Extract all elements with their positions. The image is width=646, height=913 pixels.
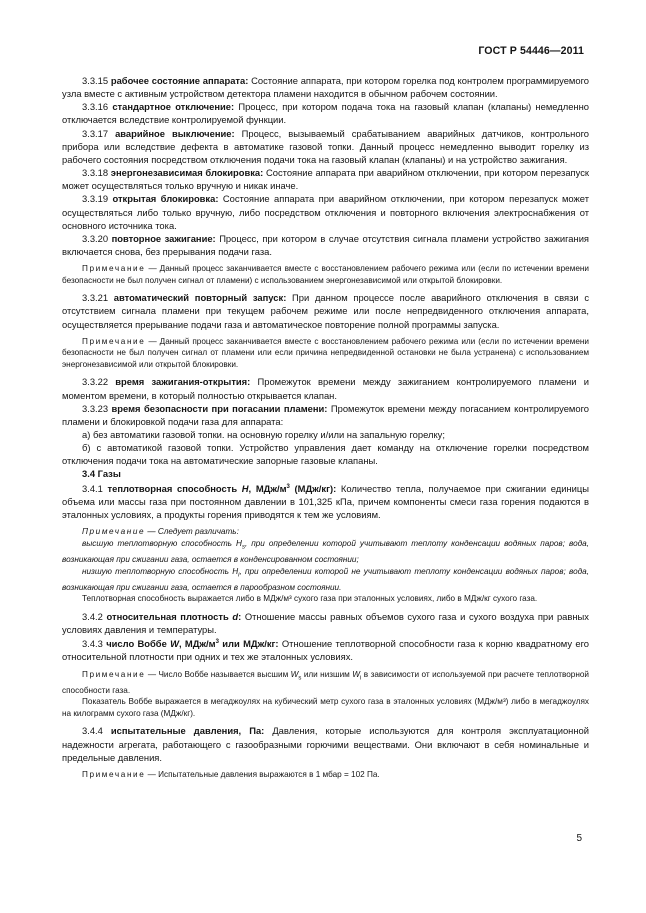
note-label: Примечание xyxy=(82,669,146,679)
term: энергонезависимая блокировка: xyxy=(110,167,264,179)
note-label: Примечание xyxy=(82,264,146,274)
note-label: Примечание xyxy=(82,527,146,537)
clause-3-4-1: 3.4.1 теплотворная способность H, МДж/$м^3$ (МДж/кг): Количество тепла, получаемое при сжигании единицы объема или массы газа при постоянном давлении в 101,325 кПа, причем компоненты смеси газа горения подаются в эталонных условиях, а продукты горения приводятся к тем же условиям. xyxy=(62,482,590,521)
document-body xyxy=(62,74,589,780)
clause-3-3-22: 3.3.22 время зажигания-открытия: Промежуток времени между зажиганием контролируемого пламени и моментом времени, в который полностью открывается клапан. xyxy=(62,376,590,401)
note-3-4-1-low: низшую теплотворную способность $H_i$, при определении которой не учитывают теплоту конденсации водяных паров; вода, возникающая при сжигании газа, остается в парообразном состоянии. xyxy=(62,566,589,592)
wobbe-units: Показатель Воббе выражается в мегаджоулях на кубический метр сухого газа в эталонных условиях (МДж/м³) либо в мегаджоулях на килограмм сухого газа (МДж/кг). xyxy=(62,697,589,718)
section-heading-3-4: 3.4 Газы xyxy=(82,468,121,480)
clause-3-4-2: 3.4.2 относительная плотность d: Отношение массы равных объемов сухого газа и сухого воздуха при равных условиях давления и температуры. xyxy=(62,610,589,635)
clause-3-3-17: 3.3.17 аварийное выключение: Процесс, вызываемый срабатыванием аварийных датчиков, контрольного прибора или вследствие дефекта в автоматике газовой топки. Данный процесс немедленно выводит горелку из рабочего состояния посредством отключения подачи тока на газовый клапан (клапаны) и на устройство зажигания. xyxy=(62,127,589,165)
standard-header: ГОСТ Р 54446—2011 xyxy=(478,45,584,57)
clause-3-4-4: 3.4.4 испытательные давления, Па: Давления, которые используются для контроля эксплуатационной надежности агрегата, работающего с газообразными горючими веществами. Они включают в себя номинальные и предельные давления. xyxy=(62,725,589,763)
term: аварийное выключение: xyxy=(115,127,235,139)
term: испытательные давления, Па: xyxy=(110,725,265,737)
term: относительная плотность d: xyxy=(106,610,242,622)
clause-3-3-18: 3.3.18 энергонезависимая блокировка: Состояние аппарата при аварийном отключении, при котором перезапуск может осуществляться только вручную и никак иначе. xyxy=(62,167,589,192)
term: рабочее состояние аппарата: xyxy=(110,75,249,86)
term: время безопасности при погасании пламени: xyxy=(111,402,328,414)
term: стандартное отключение: xyxy=(112,101,235,113)
clause-3-3-16: 3.3.16 стандартное отключение: Процесс, при котором подача тока на газовый клапан (клапаны) немедленно отключается вследствие контролируемой функции. xyxy=(62,101,590,126)
clause-3-3-21: 3.3.21 автоматический повторный запуск: При данном процессе после аварийного отключения в связи с отсутствием сигнала пламени при текущем рабочем режиме или после непредвиденного отключения аппарата, осуществляется прерывание подачи газа и автоматическое повторение полной программы запуска. xyxy=(62,292,590,330)
note-3-4-4: Примечание — Испытательные давления выражаются в 1 мбар = 102 Па. xyxy=(82,769,380,779)
clause-3-4-3: 3.4.3 число Воббе W, МДж/$м^3$ или МДж/кг: Отношение теплотворной способности газа к корню квадратному его относительной плотности при одних и тех же эталонных условиях. xyxy=(62,638,589,663)
clause-3-3-15: 3.3.15 рабочее состояние аппарата: Состояние аппарата, при котором горелка под контролем программируемого узла вместе с активным устройством детектора пламени находится в обычном рабочем состоянии. xyxy=(62,75,590,100)
term: повторное зажигание: xyxy=(111,232,216,244)
term: время зажигания-открытия: xyxy=(115,376,251,388)
note-3-3-20: Примечание — Данный процесс заканчивается вместе с восстановлением рабочего режима или (если по истечении времени безопасности не был получен сигнал от пламени) с использованием энергонезависимой или открытой блокировки. xyxy=(62,264,589,285)
clause-3-3-20: 3.3.20 повторное зажигание: Процесс, при котором в случае отсутствия сигнала пламени устройство зажигания включается снова, без прерывания подачи газа. xyxy=(62,232,590,258)
term: число Воббе W, МДж/$м^3$ или МДж/кг: xyxy=(106,638,279,650)
term: автоматический повторный запуск: xyxy=(113,292,287,304)
note-3-4-1-units: Теплотворная способность выражается либо в МДж/м³ сухого газа при эталонных условиях, либо в МДж/кг сухого газа. xyxy=(82,594,538,604)
page-number: 5 xyxy=(576,833,582,844)
clause-3-3-19: 3.3.19 открытая блокировка: Состояние аппарата при аварийном отключении, при котором перезапуск может осуществляться либо только вручную, либо посредством отключения и повторного включения электроснабжения от основного источника тока. xyxy=(62,193,589,231)
note-3-4-3: Примечание — Число Воббе называется высшим $W_s$ или низшим $W_i$ в зависимости от используемой при расчете теплотворной способности газа. xyxy=(62,669,589,695)
note-label: Примечание xyxy=(82,336,146,346)
term: открытая блокировка: xyxy=(112,193,219,205)
note-3-4-1-high: высшую теплотворную способность $H_s$, при определении которой учитывают теплоту конденсации водяных паров; вода, возникающая при сжигании газа, остается в конденсированном состоянии; xyxy=(62,538,589,564)
term: теплотворная способность H, МДж/$м^3$ (МДж/кг): xyxy=(107,482,337,494)
list-item-b: б) с автоматикой газовой топки. Устройство управления дает команду на отключение горелки посредством отключения подачи тока на автоматические запорные газовые клапаны. xyxy=(62,442,589,467)
note-3-3-21: Примечание — Данный процесс заканчивается вместе с восстановлением рабочего режима или (если по истечении времени безопасности не был получен сигнал от пламени или если причина непредвиденной остановки не была устранена) с использованием энергонезависимой или открытой блокировки. xyxy=(62,336,589,369)
note-3-4-1-lead: Примечание — Следует различать: xyxy=(82,527,239,537)
list-item-a: а) без автоматики газовой топки. на основную горелку и/или на запальную горелку; xyxy=(82,429,445,441)
clause-3-3-23: 3.3.23 время безопасности при погасании пламени: Промежуток времени между погасанием контролируемого пламени и блокировкой подачи газа для аппарата: xyxy=(62,402,589,427)
note-label: Примечание xyxy=(82,769,146,779)
